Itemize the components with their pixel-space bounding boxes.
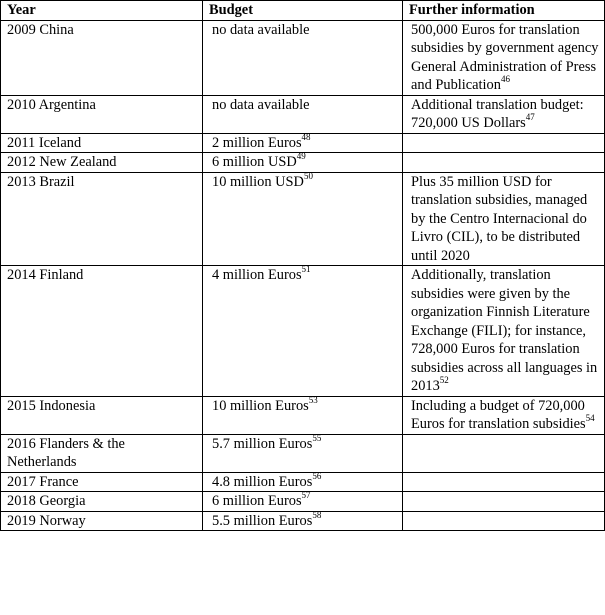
budget-cell: [203, 95, 403, 133]
year-cell: [1, 95, 203, 133]
info-cell-text: Additional translation budget: 720,000 US Dollars: [411, 96, 584, 131]
info-cell-text: Additionally, translation subsidies were given by the organization Finnish Literature Exchange (FILI); for instance, 728,000 Euros for translation subsidies across all languages in 2013: [411, 267, 598, 394]
footnote-ref: 56: [312, 472, 322, 481]
year-cell: [1, 266, 203, 397]
budget-cell: [203, 396, 403, 434]
table-row: [1, 20, 605, 95]
info-cell-text: Including a budget of 720,000 Euros for translation subsidies: [411, 397, 586, 432]
year-cell: [1, 133, 203, 153]
year-cell-text: 2018 Georgia: [7, 493, 86, 509]
info-cell: [403, 434, 605, 472]
year-cell: [1, 396, 203, 434]
footnote-ref: 47: [525, 112, 535, 123]
budget-cell-text: 5.7 million Euros: [212, 435, 313, 452]
info-cell: [403, 95, 605, 133]
table-row: [1, 396, 605, 434]
footnote-ref: 52: [439, 375, 449, 386]
table-row: [1, 95, 605, 133]
budget-cell-text: 10 million USD: [212, 173, 304, 190]
info-cell-text: Plus 35 million USD for translation subsidies, managed by the Centro Internacional do Livro (CIL), to be distributed until 2020: [411, 173, 588, 264]
info-cell: [403, 172, 605, 266]
info-cell: [403, 153, 605, 173]
footnote-ref: 53: [308, 396, 318, 405]
year-cell-text: 2019 Norway: [7, 512, 86, 529]
table-row: [1, 172, 605, 266]
budget-cell: [203, 511, 403, 531]
budget-cell-text: 4 million Euros: [212, 267, 302, 283]
budget-cell-text: no data available: [212, 96, 310, 113]
year-cell-text: 2013 Brazil: [7, 173, 75, 190]
year-cell: [1, 472, 203, 492]
budget-cell-text: 6 million USD: [212, 154, 297, 170]
footnote-ref: 48: [301, 133, 311, 142]
year-cell-text: 2009 China: [7, 21, 74, 38]
info-cell: [403, 133, 605, 153]
year-cell-text: 2016 Flanders & the Netherlands: [7, 435, 125, 470]
year-cell-text: 2010 Argentina: [7, 96, 96, 113]
header-year: Year: [1, 1, 203, 21]
table-row: [1, 133, 605, 153]
footnote-ref: 49: [296, 152, 306, 162]
budget-cell: [203, 434, 403, 472]
header-budget: Budget: [203, 1, 403, 21]
info-cell: [403, 266, 605, 397]
header-further-information: Further information: [403, 1, 605, 21]
info-cell: [403, 492, 605, 512]
footnote-ref: 46: [500, 74, 510, 85]
footnote-ref: 57: [301, 491, 311, 501]
header-row: [1, 1, 605, 21]
year-cell-text: 2015 Indonesia: [7, 397, 96, 414]
table-row: [1, 266, 605, 397]
budget-cell: [203, 266, 403, 397]
info-cell: [403, 396, 605, 434]
info-cell: [403, 20, 605, 95]
year-cell: [1, 492, 203, 512]
budget-cell-text: 2 million Euros: [212, 134, 302, 151]
budget-cell: [203, 20, 403, 95]
budget-cell: [203, 133, 403, 153]
year-cell: [1, 511, 203, 531]
budget-cell: [203, 492, 403, 512]
table-row: [1, 472, 605, 492]
budget-cell-text: 6 million Euros: [212, 493, 302, 509]
budget-cell-text: no data available: [212, 21, 310, 38]
year-cell: [1, 172, 203, 266]
year-cell: [1, 20, 203, 95]
year-cell: [1, 434, 203, 472]
budget-cell: [203, 472, 403, 492]
budget-cell: [203, 153, 403, 173]
year-cell-text: 2017 France: [7, 473, 79, 490]
budget-cell-text: 5.5 million Euros: [212, 512, 313, 529]
year-cell-text: 2014 Finland: [7, 267, 84, 283]
budget-cell-text: 4.8 million Euros: [212, 473, 313, 490]
budget-cell: [203, 172, 403, 266]
footnote-ref: 58: [312, 511, 322, 520]
table-row: [1, 511, 605, 531]
footnote-ref: 50: [303, 172, 313, 181]
footnote-ref: 55: [312, 434, 322, 443]
table-row: [1, 492, 605, 512]
table-row: [1, 434, 605, 472]
table-body: [1, 20, 605, 531]
footnote-ref: 51: [301, 265, 311, 275]
info-cell: [403, 511, 605, 531]
budget-cell-text: 10 million Euros: [212, 397, 309, 414]
info-cell-text: 500,000 Euros for translation subsidies by government agency General Administration of Press and Publication: [411, 21, 599, 93]
year-cell-text: 2011 Iceland: [7, 134, 82, 151]
table-row: [1, 153, 605, 173]
year-cell: [1, 153, 203, 173]
info-cell: [403, 472, 605, 492]
year-cell-text: 2012 New Zealand: [7, 154, 117, 170]
footnote-ref: 54: [585, 413, 595, 424]
